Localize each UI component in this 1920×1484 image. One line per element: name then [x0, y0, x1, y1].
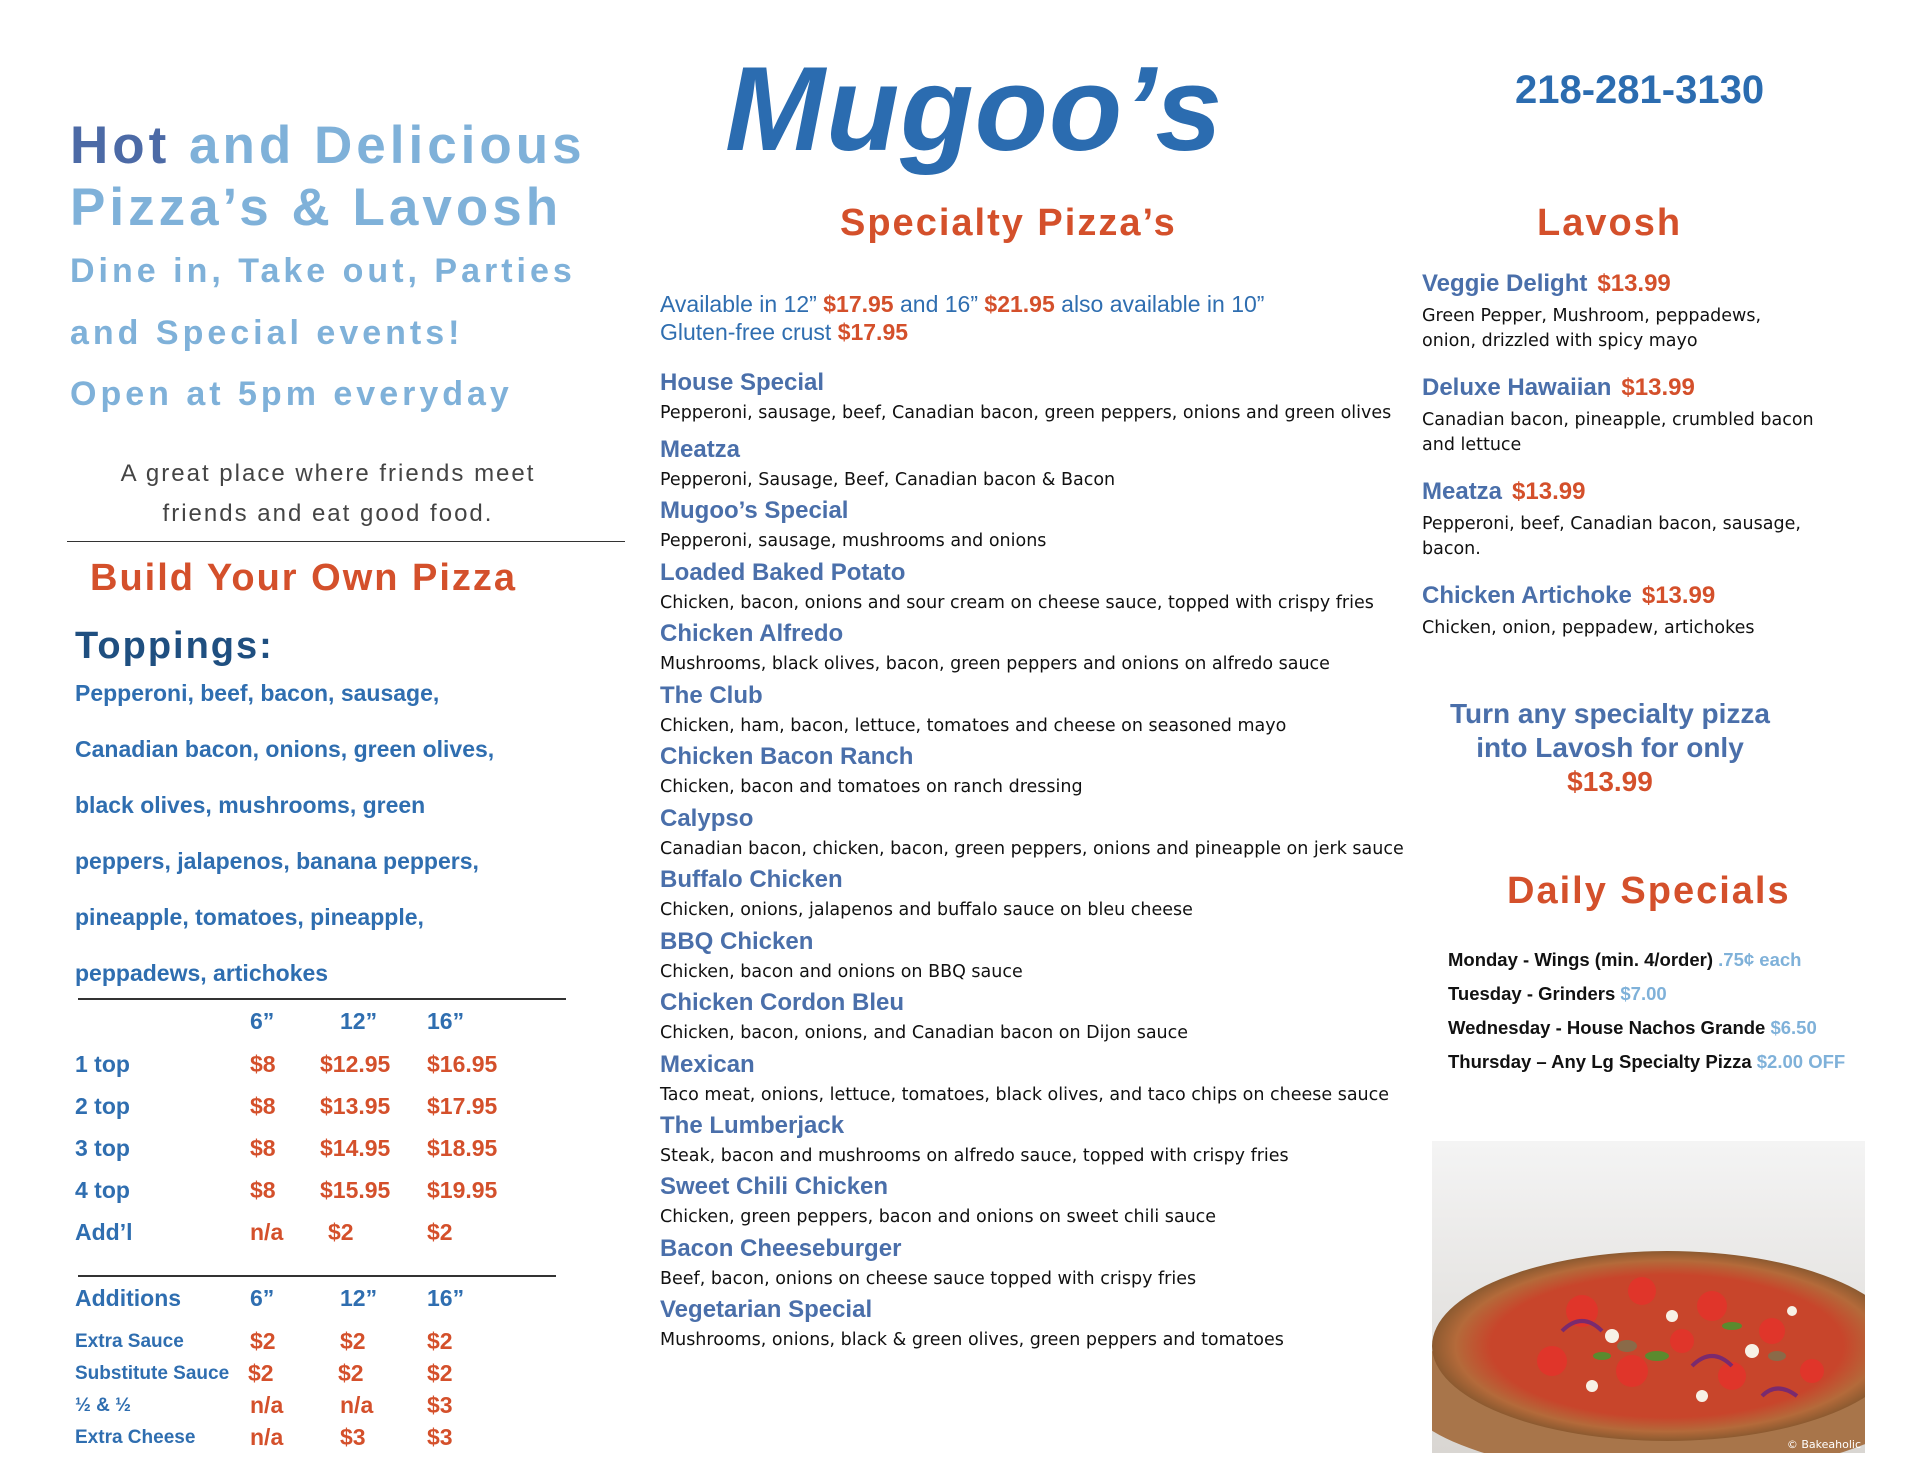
daily-special-item	[1448, 983, 1667, 1005]
specialty-desc: Mushrooms, onions, black & green olives, green peppers and tomatoes	[660, 1330, 1284, 1350]
specialty-name: Loaded Baked Potato	[660, 559, 906, 586]
quote-line2: friends and eat good food.	[162, 500, 494, 527]
lavosh-desc: and lettuce	[1422, 435, 1522, 455]
daily-special-price: $2.00 OFF	[1756, 1051, 1846, 1072]
specialty-item	[660, 1296, 1284, 1350]
price-6: n/a	[250, 1219, 284, 1245]
build-your-own-title: Build Your Own Pizza	[90, 557, 518, 599]
specialty-desc: Chicken, bacon, onions and sour cream on cheese sauce, topped with crispy fries	[660, 593, 1374, 613]
lavosh-promo	[1410, 697, 1810, 799]
specialty-name: Chicken Cordon Bleu	[660, 989, 905, 1016]
gluten-free-price: $17.95	[837, 319, 909, 345]
specialty-name: The Lumberjack	[660, 1112, 845, 1139]
specialty-desc: Pepperoni, sausage, mushrooms and onions	[660, 531, 1047, 551]
quote	[68, 454, 588, 534]
availability	[660, 290, 1264, 346]
specialty-name: Meatza	[660, 436, 741, 463]
lavosh-desc: Pepperoni, beef, Canadian bacon, sausage,	[1422, 514, 1801, 534]
lavosh-name: Chicken Artichoke	[1422, 582, 1632, 609]
specialty-desc: Chicken, onions, jalapenos and buffalo sauce on bleu cheese	[660, 900, 1193, 920]
tagline-line1: Dine in, Take out, Parties	[70, 252, 576, 290]
lavosh-item	[1422, 478, 1822, 562]
lavosh-desc: onion, drizzled with spicy mayo	[1422, 331, 1698, 351]
specialty-name: Calypso	[660, 805, 754, 832]
specialty-item	[660, 559, 1374, 613]
lavosh-desc: Canadian bacon, pineapple, crumbled bacon	[1422, 410, 1814, 430]
daily-special-item	[1448, 1017, 1817, 1039]
hero-line1-rest: and Delicious	[189, 116, 586, 175]
divider	[78, 998, 566, 1000]
specialty-title: Specialty Pizza’s	[840, 202, 1177, 244]
specialty-desc: Chicken, ham, bacon, lettuce, tomatoes and cheese on seasoned mayo	[660, 716, 1287, 736]
price-16: $17.95	[427, 1093, 498, 1119]
specialty-item	[660, 1173, 1216, 1227]
lavosh-promo-price: $13.99	[1567, 766, 1653, 797]
specialty-item	[660, 497, 1046, 551]
phone-number: 218-281-3130	[1515, 68, 1765, 112]
divider	[67, 541, 625, 542]
tagline-line2: and Special events!	[70, 314, 464, 352]
lavosh-title: Lavosh	[1537, 202, 1683, 244]
price-16: $2	[427, 1219, 453, 1245]
addition-label: Extra Cheese	[75, 1427, 196, 1448]
specialty-item	[660, 1112, 1289, 1166]
daily-special-item	[1448, 949, 1801, 971]
specialty-name: Mugoo’s Special	[660, 497, 849, 524]
lavosh-price: $13.99	[1621, 374, 1695, 401]
specialty-desc: Steak, bacon and mushrooms on alfredo sauce, topped with crispy fries	[660, 1146, 1289, 1166]
price-row-label: 1 top	[75, 1051, 130, 1077]
price-6: $2	[248, 1360, 274, 1386]
price-6: n/a	[250, 1392, 284, 1418]
price-row-label: Add’l	[75, 1219, 133, 1245]
toppings-line: Canadian bacon, onions, green olives,	[75, 736, 495, 762]
pizza-illustration	[1432, 1141, 1865, 1453]
addition-label: Substitute Sauce	[75, 1363, 230, 1384]
specialty-item	[660, 928, 1023, 982]
toppings-list	[75, 665, 595, 1001]
gluten-free-text: Gluten-free crust	[660, 319, 838, 345]
specialty-desc: Mushrooms, black olives, bacon, green peppers and onions on alfredo sauce	[660, 654, 1330, 674]
avail-text: Available in 12”	[660, 291, 824, 317]
specialty-item	[660, 369, 1391, 423]
hero-heading	[70, 115, 586, 239]
specialty-desc: Chicken, bacon, onions, and Canadian bacon on Dijon sauce	[660, 1023, 1189, 1043]
lavosh-item	[1422, 582, 1822, 641]
lavosh-price: $13.99	[1641, 582, 1716, 609]
specialty-desc: Pepperoni, sausage, beef, Canadian bacon, green peppers, onions and green olives	[660, 403, 1392, 423]
size-12-header: 12”	[340, 1285, 378, 1311]
price-12: $15.95	[320, 1177, 391, 1203]
avail-price-16: $21.95	[984, 291, 1055, 317]
daily-special-price: $6.50	[1770, 1017, 1817, 1038]
specialty-name: Vegetarian Special	[660, 1296, 873, 1323]
price-row-label: 3 top	[75, 1135, 130, 1161]
toppings-line: pineapple, tomatoes, pineapple,	[75, 904, 424, 930]
toppings-line: black olives, mushrooms, green	[75, 792, 426, 818]
avail-text: also available in 10”	[1054, 291, 1265, 317]
price-12: $2	[328, 1219, 354, 1245]
size-16-header: 16”	[427, 1008, 465, 1034]
specialty-name: Buffalo Chicken	[660, 866, 843, 893]
specialty-name: Mexican	[660, 1051, 755, 1078]
price-6: $2	[250, 1328, 276, 1354]
specialty-desc: Canadian bacon, chicken, bacon, green peppers, onions and pineapple on jerk sauce	[660, 839, 1404, 859]
specialty-desc: Chicken, green peppers, bacon and onions on sweet chili sauce	[660, 1207, 1217, 1227]
specialty-name: House Special	[660, 369, 825, 396]
specialty-name: Chicken Alfredo	[660, 620, 844, 647]
specialty-name: Bacon Cheeseburger	[660, 1235, 902, 1262]
price-16: $16.95	[427, 1051, 498, 1077]
toppings-line: Pepperoni, beef, bacon, sausage,	[75, 680, 440, 706]
photo-credit: © Bakeaholic	[1786, 1438, 1861, 1451]
daily-special-text: Thursday – Any Lg Specialty Pizza	[1448, 1051, 1757, 1072]
size-12-header: 12”	[340, 1008, 378, 1034]
daily-special-text: Monday - Wings (min. 4/order)	[1448, 949, 1719, 970]
daily-special-item	[1448, 1051, 1845, 1073]
toppings-title: Toppings:	[75, 625, 274, 667]
daily-specials-title: Daily Specials	[1507, 870, 1791, 912]
price-16: $3	[427, 1392, 453, 1418]
specialty-item	[660, 866, 1193, 920]
price-6: $8	[250, 1135, 276, 1161]
specialty-name: The Club	[660, 682, 763, 709]
specialty-name: BBQ Chicken	[660, 928, 814, 955]
lavosh-name: Deluxe Hawaiian	[1422, 374, 1612, 401]
daily-special-text: Tuesday - Grinders	[1448, 983, 1621, 1004]
daily-special-text: Wednesday - House Nachos Grande	[1448, 1017, 1771, 1038]
lavosh-desc: Chicken, onion, peppadew, artichokes	[1422, 618, 1755, 638]
lavosh-promo-line: Turn any specialty pizza	[1449, 698, 1771, 729]
price-12: $13.95	[320, 1093, 391, 1119]
divider	[78, 1275, 556, 1277]
price-12: $2	[338, 1360, 364, 1386]
lavosh-promo-line: into Lavosh for only	[1476, 732, 1744, 763]
price-12: $12.95	[320, 1051, 391, 1077]
price-row-label: 2 top	[75, 1093, 130, 1119]
specialty-name: Chicken Bacon Ranch	[660, 743, 914, 770]
specialty-item	[660, 743, 1083, 797]
price-16: $2	[427, 1360, 453, 1386]
avail-price-12: $17.95	[823, 291, 894, 317]
specialty-item	[660, 620, 1330, 674]
specialty-item	[660, 805, 1404, 859]
additions-label: Additions	[75, 1285, 182, 1311]
specialty-desc: Chicken, bacon and onions on BBQ sauce	[660, 962, 1023, 982]
hero-line2: Pizza’s & Lavosh	[70, 178, 563, 237]
specialty-item	[660, 682, 1286, 736]
price-16: $3	[427, 1424, 453, 1450]
lavosh-desc: bacon.	[1422, 539, 1481, 559]
size-6-header: 6”	[250, 1285, 275, 1311]
lavosh-price: $13.99	[1597, 270, 1671, 297]
specialty-name: Sweet Chili Chicken	[660, 1173, 889, 1200]
avail-text: and 16”	[893, 291, 985, 317]
lavosh-price: $13.99	[1512, 478, 1586, 505]
pizza-photo	[1432, 1141, 1865, 1453]
price-row-label: 4 top	[75, 1177, 130, 1203]
quote-line1: A great place where friends meet	[120, 460, 536, 487]
price-12: $2	[340, 1328, 366, 1354]
price-6: $8	[250, 1177, 276, 1203]
hero-hot: Hot	[70, 116, 171, 175]
specialty-item	[660, 1051, 1389, 1105]
specialty-desc: Pepperoni, Sausage, Beef, Canadian bacon & Bacon	[660, 470, 1116, 490]
price-16: $18.95	[427, 1135, 498, 1161]
specialty-desc: Beef, bacon, onions on cheese sauce topped with crispy fries	[660, 1269, 1197, 1289]
tagline-line3: Open at 5pm everyday	[70, 375, 513, 413]
size-16-header: 16”	[427, 1285, 465, 1311]
price-12: $3	[340, 1424, 366, 1450]
specialty-item	[660, 436, 1115, 490]
price-12: $14.95	[320, 1135, 391, 1161]
lavosh-desc: Green Pepper, Mushroom, peppadews,	[1422, 306, 1762, 326]
price-12: n/a	[340, 1392, 374, 1418]
price-6: n/a	[250, 1424, 284, 1450]
specialty-desc: Chicken, bacon and tomatoes on ranch dressing	[660, 777, 1083, 797]
specialty-desc: Taco meat, onions, lettuce, tomatoes, black olives, and taco chips on cheese sauce	[660, 1085, 1390, 1105]
price-6: $8	[250, 1051, 276, 1077]
price-16: $19.95	[427, 1177, 498, 1203]
addition-label: ½ & ½	[75, 1395, 131, 1416]
brand-logo: Mugoo’s	[725, 42, 1224, 176]
toppings-line: peppers, jalapenos, banana peppers,	[75, 848, 479, 874]
price-16: $2	[427, 1328, 453, 1354]
lavosh-name: Veggie Delight	[1422, 270, 1588, 297]
lavosh-item	[1422, 374, 1822, 458]
size-6-header: 6”	[250, 1008, 275, 1034]
lavosh-name: Meatza	[1422, 478, 1503, 505]
toppings-line: peppadews, artichokes	[75, 960, 329, 986]
addition-label: Extra Sauce	[75, 1331, 184, 1352]
daily-special-price: .75¢ each	[1718, 949, 1802, 970]
specialty-item	[660, 989, 1188, 1043]
specialty-item	[660, 1235, 1196, 1289]
price-6: $8	[250, 1093, 276, 1119]
lavosh-item	[1422, 270, 1822, 354]
daily-special-price: $7.00	[1620, 983, 1667, 1004]
